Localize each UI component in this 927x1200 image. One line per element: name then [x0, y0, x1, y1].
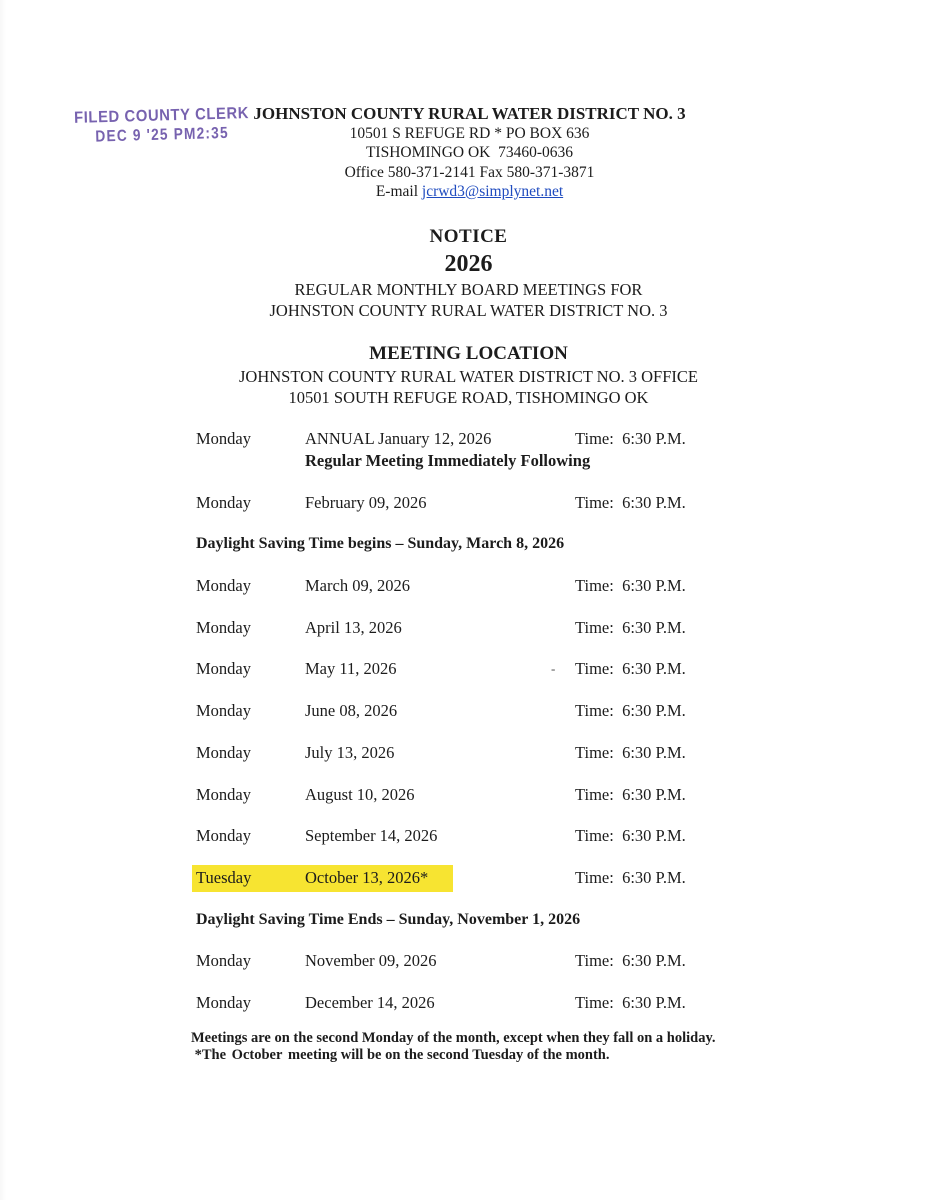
phone-fax: Office 580-371-2141 Fax 580-371-3871 [344, 163, 595, 181]
notice-year: 2026 [444, 251, 493, 277]
notice-section [10, 224, 927, 321]
october-highlight: October [231, 1047, 283, 1063]
meeting-date: December 14, 2026 [305, 992, 435, 1012]
meeting-row [196, 660, 816, 678]
footnote-line-2 [191, 1047, 887, 1064]
meeting-time: Time: 6:30 P.M. [575, 492, 686, 512]
meeting-day: Monday [196, 617, 251, 637]
email-link[interactable]: jcrwd3@simplynet.net [421, 182, 564, 200]
footnote-line-1: Meetings are on the second Monday of the month, except when they fall on a holiday. [191, 1030, 716, 1046]
meeting-day: Monday [196, 992, 251, 1012]
meeting-time: Time: 6:30 P.M. [575, 659, 686, 679]
footnote-prefix: *The [191, 1047, 230, 1063]
daylight-saving-note: Daylight Saving Time Ends – Sunday, November 1, 2026 [196, 910, 581, 928]
meeting-date: February 09, 2026 [305, 492, 427, 512]
district-title: JOHNSTON COUNTY RURAL WATER DISTRICT NO. 3 [253, 104, 686, 123]
meeting-date: March 09, 2026 [305, 576, 410, 596]
city-address: TISHOMINGO OK 73460-0636 [365, 144, 574, 162]
meeting-day: Monday [196, 701, 251, 721]
meeting-time: Time: 6:30 P.M. [575, 742, 686, 762]
meeting-date: ANNUAL January 12, 2026 [305, 429, 492, 448]
email-line [12, 182, 927, 201]
meeting-row [196, 952, 816, 970]
meeting-location-title: MEETING LOCATION [369, 343, 568, 364]
meeting-time: Time: 6:30 P.M. [575, 784, 686, 804]
meeting-row [196, 869, 816, 887]
meeting-day: Monday [196, 492, 251, 512]
meeting-time: Time: 6:30 P.M. [575, 576, 686, 596]
meeting-row [196, 619, 816, 637]
meeting-time: Time: 6:30 P.M. [575, 867, 686, 887]
notice-line-1: REGULAR MONTHLY BOARD MEETINGS FOR [294, 280, 643, 299]
meeting-day: Monday [196, 784, 251, 804]
meeting-sub-note: Regular Meeting Immediately Following [305, 451, 591, 470]
notice-line-2: JOHNSTON COUNTY RURAL WATER DISTRICT NO. 3 [269, 301, 668, 320]
meeting-schedule [196, 430, 816, 1036]
scan-artifact-mark: - [551, 661, 556, 677]
meeting-row [196, 577, 816, 595]
meeting-row [196, 430, 816, 448]
meeting-row [196, 827, 816, 845]
meeting-time: Time: 6:30 P.M. [575, 429, 686, 448]
meeting-row [196, 702, 816, 720]
meeting-date: November 09, 2026 [305, 951, 437, 971]
meeting-time: Time: 6:30 P.M. [575, 701, 686, 721]
meeting-day: Monday [196, 826, 251, 846]
meeting-row [196, 786, 816, 804]
meeting-day: Tuesday [196, 867, 252, 887]
meeting-date: October 13, 2026* [305, 867, 429, 887]
meeting-day: Monday [196, 576, 251, 596]
meeting-row [196, 994, 816, 1012]
meeting-date: May 11, 2026 [305, 659, 397, 679]
notice-title: NOTICE [429, 226, 508, 247]
meeting-day: Monday [196, 951, 251, 971]
meeting-row [196, 744, 816, 762]
meeting-time: Time: 6:30 P.M. [575, 992, 686, 1012]
meeting-day: Monday [196, 429, 251, 448]
location-line-2: 10501 SOUTH REFUGE ROAD, TISHOMINGO OK [288, 388, 649, 407]
daylight-saving-note: Daylight Saving Time begins – Sunday, March 8, 2026 [196, 535, 565, 553]
meeting-day: Monday [196, 742, 251, 762]
meeting-date: September 14, 2026 [305, 826, 438, 846]
footnote-suffix: meeting will be on the second Tuesday of the month. [284, 1047, 610, 1063]
stamp-line-2: DEC 9 '25 PM2:35 [95, 122, 230, 146]
stamp-line-1: FILED COUNTY CLERK [73, 104, 250, 128]
meeting-date: July 13, 2026 [305, 742, 395, 762]
street-address: 10501 S REFUGE RD * PO BOX 636 [349, 125, 590, 142]
meeting-row [196, 494, 816, 512]
location-line-1: JOHNSTON COUNTY RURAL WATER DISTRICT NO. 3 OFFICE [239, 367, 698, 386]
meeting-date: April 13, 2026 [305, 617, 402, 637]
meeting-time: Time: 6:30 P.M. [575, 951, 686, 971]
filed-county-clerk-stamp [73, 104, 250, 146]
meeting-location-section [10, 341, 927, 408]
meeting-date: August 10, 2026 [305, 784, 415, 804]
meeting-date: June 08, 2026 [305, 701, 398, 721]
meeting-time: Time: 6:30 P.M. [575, 826, 686, 846]
meeting-time: Time: 6:30 P.M. [575, 617, 686, 637]
footnote [191, 1030, 887, 1064]
email-label: E-mail [375, 182, 422, 200]
meeting-day: Monday [196, 659, 251, 679]
